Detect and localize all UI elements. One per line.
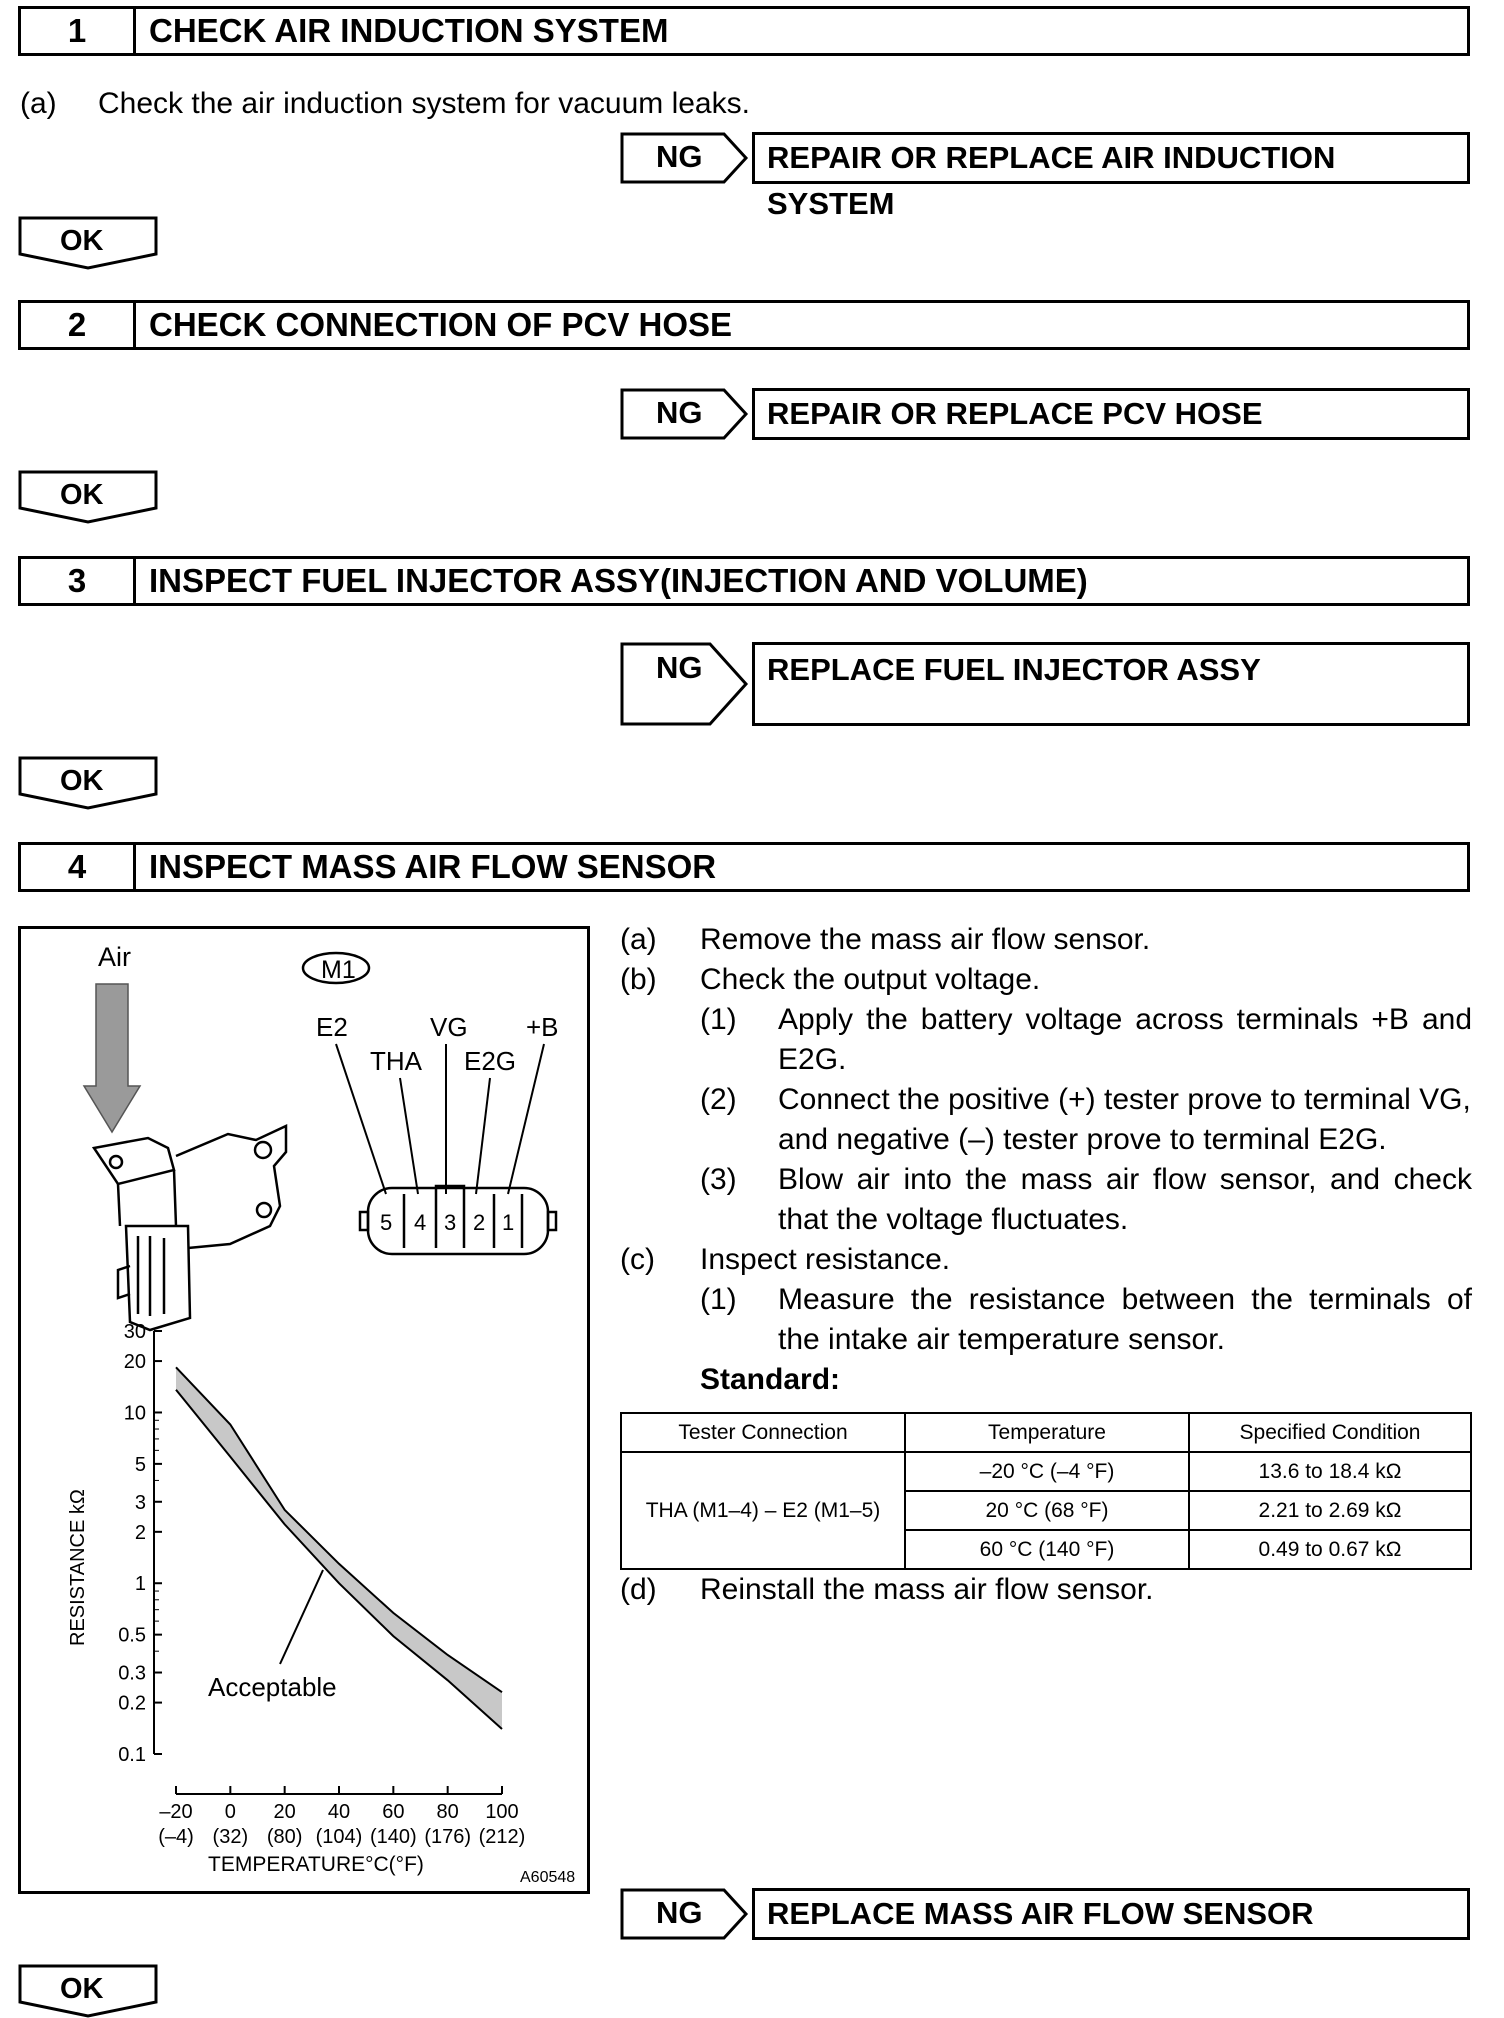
x-tick-label: 100 <box>485 1801 519 1823</box>
pin-label: 2 <box>473 1210 486 1235</box>
step-number: 4 <box>21 845 136 889</box>
ng-action-box: REPLACE MASS AIR FLOW SENSOR <box>752 1888 1470 1940</box>
y-tick-label: 30 <box>123 1321 146 1343</box>
table-cell: 20 °C (68 °F) <box>905 1491 1189 1530</box>
air-label: Air <box>98 942 131 972</box>
terminal-b-label: +B <box>526 1012 559 1042</box>
acceptable-leader-line <box>280 1570 323 1664</box>
table-cell-connection: THA (M1–4) – E2 (M1–5) <box>621 1452 905 1569</box>
step-number: 2 <box>21 303 136 347</box>
step-title: CHECK CONNECTION OF PCV HOSE <box>149 306 733 343</box>
terminal-e2-label: E2 <box>316 1012 348 1042</box>
x-tick-label-f: (140) <box>369 1826 417 1848</box>
item-text: Check the output voltage. <box>700 963 1041 996</box>
pin-label: 4 <box>414 1210 427 1235</box>
y-tick-label: 0.3 <box>118 1662 146 1685</box>
mass-air-flow-sensor-figure <box>18 926 590 1894</box>
item-text: Connect the positive (+) tester prove to terminal VG, and negative (–) tester prove to terminal E2G. <box>778 1083 1471 1156</box>
terminal-e2g-label: E2G <box>464 1046 517 1076</box>
item-label: (1) <box>700 1283 737 1316</box>
y-axis-title: RESISTANCE kΩ <box>67 1489 89 1646</box>
step-3-header <box>18 556 1470 606</box>
step-4-header <box>18 842 1470 892</box>
item-label: (a) <box>20 87 57 120</box>
connector-id: M1 <box>321 956 356 984</box>
table-header-row <box>621 1413 1471 1452</box>
ok-label: OK <box>60 479 104 511</box>
step-1-header <box>18 6 1470 56</box>
airflow-arrow-icon <box>84 984 140 1132</box>
table-row <box>621 1452 1471 1491</box>
x-tick-label: 60 <box>382 1801 405 1823</box>
table-cell: 60 °C (140 °F) <box>905 1530 1189 1569</box>
y-tick-label: 20 <box>123 1351 146 1374</box>
item-label: (a) <box>620 923 657 956</box>
x-tick-label: 0 <box>224 1801 236 1823</box>
sensor-body-icon <box>94 1126 286 1330</box>
x-tick-label-f: (104) <box>315 1826 363 1848</box>
item-text: Reinstall the mass air flow sensor. <box>700 1573 1154 1606</box>
y-tick-label: 0.1 <box>118 1744 146 1766</box>
x-tick-label: 20 <box>273 1801 296 1823</box>
x-tick-label-f: (–4) <box>158 1826 194 1848</box>
y-tick-label: 1 <box>134 1573 146 1596</box>
ng-action-box: REPLACE FUEL INJECTOR ASSY <box>752 642 1470 726</box>
standard-label: Standard: <box>700 1363 841 1396</box>
x-tick-label: 80 <box>436 1801 459 1823</box>
ng-action-box: REPAIR OR REPLACE PCV HOSE <box>752 388 1470 440</box>
table-header: Specified Condition <box>1189 1413 1471 1452</box>
ng-label: NG <box>656 1895 703 1930</box>
pin-label: 3 <box>444 1210 457 1235</box>
upper-limit-line <box>176 1367 502 1692</box>
item-label: (2) <box>700 1083 737 1116</box>
item-label: (d) <box>620 1573 657 1606</box>
item-label: (1) <box>700 1003 737 1036</box>
item-label: (c) <box>620 1243 655 1276</box>
y-tick-label: 5 <box>134 1453 146 1476</box>
ok-label: OK <box>60 1973 104 2005</box>
ng-action-box: REPAIR OR REPLACE AIR INDUCTION SYSTEM <box>752 132 1470 184</box>
x-tick-label-f: (80) <box>266 1826 303 1848</box>
x-tick-label-f: (176) <box>424 1826 472 1848</box>
ng-label: NG <box>656 139 703 174</box>
figure-code: A60548 <box>520 1869 576 1886</box>
step-2-header <box>18 300 1470 350</box>
step-title: CHECK AIR INDUCTION SYSTEM <box>149 12 669 49</box>
x-tick-label: –20 <box>159 1801 193 1823</box>
x-tick-label: 40 <box>327 1801 351 1823</box>
acceptable-label: Acceptable <box>208 1672 337 1702</box>
ng-label: NG <box>656 395 703 430</box>
pin-label: 1 <box>502 1210 515 1235</box>
y-tick-label: 10 <box>123 1402 146 1425</box>
y-tick-label: 0.5 <box>118 1624 146 1647</box>
x-tick-label-f: (212) <box>478 1826 526 1848</box>
step-title: INSPECT FUEL INJECTOR ASSY(INJECTION AND VOLUME) <box>149 562 1088 599</box>
table-cell: 0.49 to 0.67 kΩ <box>1189 1530 1471 1569</box>
item-label: (b) <box>620 963 657 996</box>
item-label: (3) <box>700 1163 737 1196</box>
step-title: INSPECT MASS AIR FLOW SENSOR <box>149 848 717 885</box>
table-cell: 2.21 to 2.69 kΩ <box>1189 1491 1471 1530</box>
item-text: Apply the battery voltage across terminals +B and E2G. <box>778 1003 1472 1076</box>
item-text: Blow air into the mass air flow sensor, and check that the voltage fluctuates. <box>778 1163 1472 1236</box>
item-text: Measure the resistance between the terminals of the intake air temperature sensor. <box>778 1283 1472 1356</box>
x-axis-title: TEMPERATURE°C(°F) <box>208 1853 424 1876</box>
ok-label: OK <box>60 765 104 797</box>
ok-label: OK <box>60 225 104 257</box>
table-cell: –20 °C (–4 °F) <box>905 1452 1189 1491</box>
item-text: Check the air induction system for vacuum leaks. <box>98 87 750 120</box>
step-number: 1 <box>21 9 136 53</box>
y-tick-label: 0.2 <box>118 1692 146 1715</box>
step-number: 3 <box>21 559 136 603</box>
table-cell: 13.6 to 18.4 kΩ <box>1189 1452 1471 1491</box>
table-header: Tester Connection <box>621 1413 905 1452</box>
item-text: Inspect resistance. <box>700 1243 951 1276</box>
pin-label: 5 <box>380 1210 393 1235</box>
terminal-tha-label: THA <box>370 1046 422 1076</box>
y-tick-label: 3 <box>134 1491 146 1514</box>
item-text: Remove the mass air flow sensor. <box>700 923 1151 956</box>
ng-label: NG <box>656 650 703 685</box>
resistance-temperature-chart <box>67 1321 525 1876</box>
table-header: Temperature <box>905 1413 1189 1452</box>
specification-table <box>620 1412 1472 1570</box>
y-tick-label: 2 <box>134 1521 146 1544</box>
terminal-vg-label: VG <box>430 1012 468 1042</box>
x-tick-label-f: (32) <box>212 1826 249 1848</box>
